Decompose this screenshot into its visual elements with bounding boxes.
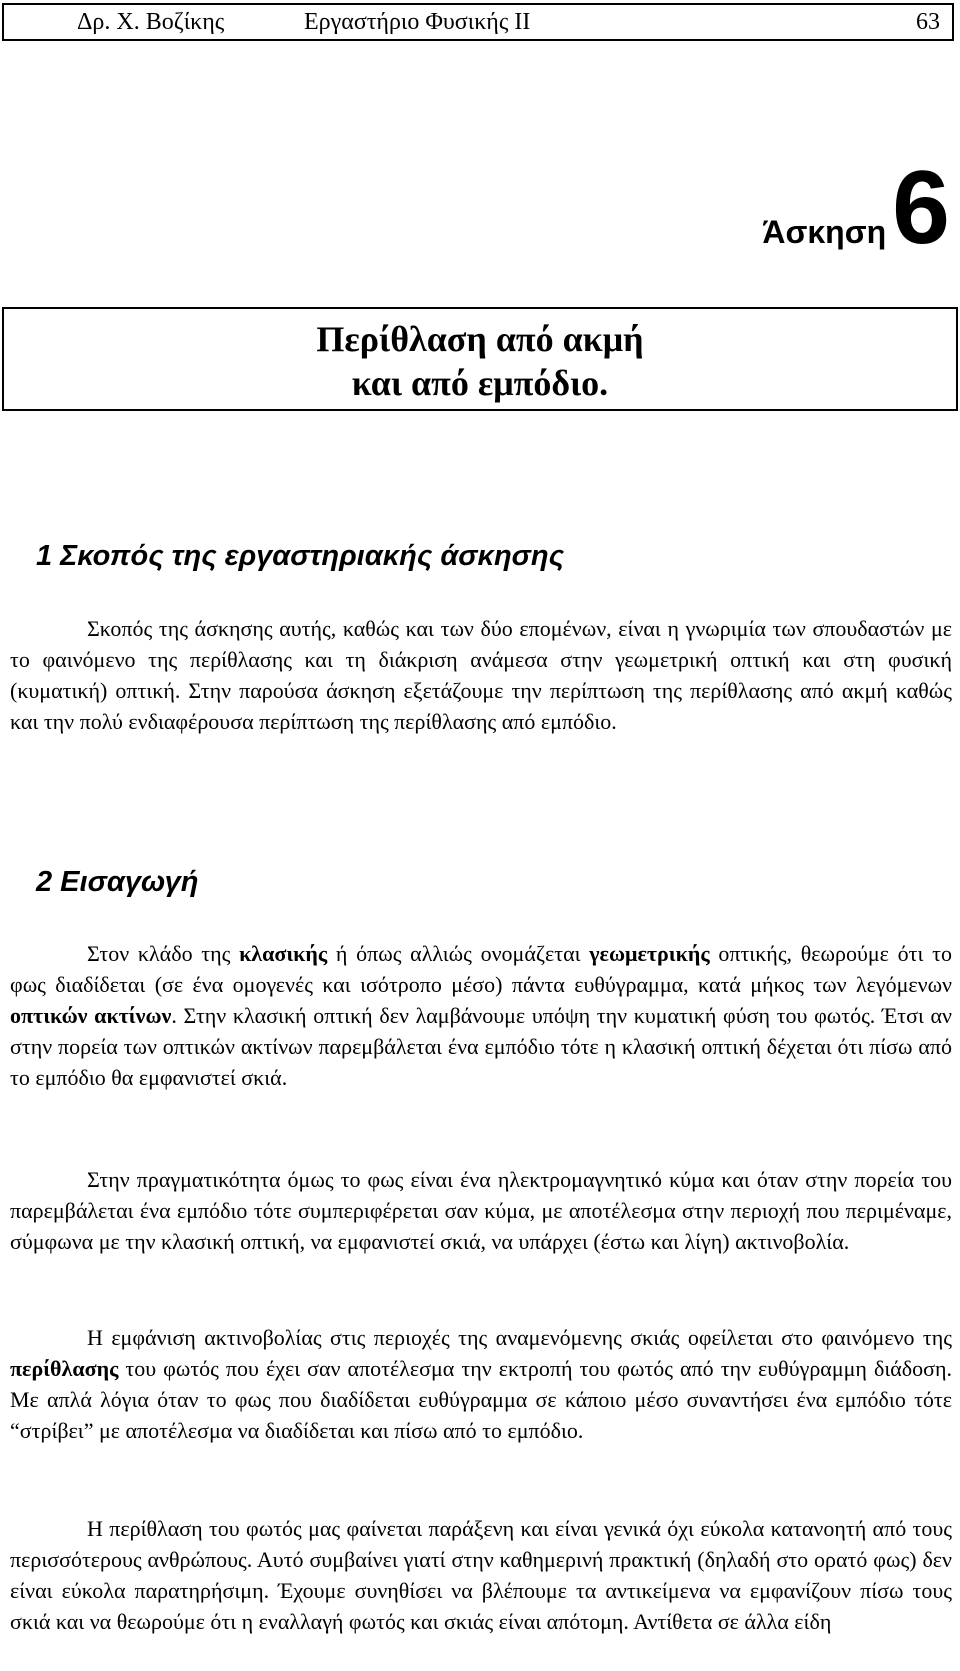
- chapter-title-box: [2, 307, 958, 411]
- exercise-word: Άσκηση: [762, 214, 887, 250]
- header-course: Εργαστήριο Φυσικής ΙΙ: [304, 9, 531, 35]
- exercise-label: [762, 150, 950, 266]
- section-heading-introduction: 2 Εισαγωγή: [36, 866, 199, 898]
- header-author: Δρ. Χ. Βοζίκης: [77, 9, 225, 35]
- paragraph-intro-1: Στον κλάδο της κλασικής ή όπως αλλιώς ονομάζεται γεωμετρικής οπτικής, θεωρούμε ότι το φως διαδίδεται (σε ένα ομογενές και ισότροπο μέσο) πάντα ευθύγραμμα, κατά μήκος των λεγόμενων οπτικών ακτίνων. Στην κλασική οπτική δεν λαμβάνουμε υπόψη την κυματική φύση του φωτός. Έτσι αν στην πορεία των οπτικών ακτίνων παρεμβάλεται ένα εμπόδιο τότε η κλασική οπτική δέχεται ότι πίσω από το εμπόδιο θα εμφανιστεί σκιά.: [10, 941, 953, 1090]
- chapter-title-line-2: και από εμπόδιο.: [351, 363, 609, 403]
- header-page-number: 63: [916, 9, 940, 35]
- bold-term-diffraction: περίθλασης: [10, 1356, 119, 1381]
- exercise-number: 6: [892, 150, 950, 266]
- paragraph-aim: Σκοπός της άσκησης αυτής, καθώς και των δύο επομένων, είναι η γνωριμία των σπουδαστών με το φαινόμενο της περίθλασης και τη διάκριση ανάμεσα στην γεωμετρική οπτική και στη φυσική (κυματική) οπτική. Στην παρούσα άσκηση εξετάζουμε την περίπτωση της περίθλασης από ακμή καθώς και την πολύ ενδιαφέρουσα περίπτωση της περίθλασης από εμπόδιο.: [10, 616, 952, 734]
- bold-term-classical: κλασικής: [239, 941, 328, 966]
- paragraph-intro-2: Στην πραγματικότητα όμως το φως είναι ένα ηλεκτρομαγνητικό κύμα και όταν στην πορεία του παρεμβάλεται ένα εμπόδιο τότε συμπεριφέρεται σαν κύμα, με αποτέλεσμα στην περιοχή που περιμέναμε, σύμφωνα με την κλασική οπτική, να εμφανιστεί σκιά, να υπάρχει (έστω και λίγη) ακτινοβολία.: [10, 1167, 952, 1254]
- paragraph-intro-4: Η περίθλαση του φωτός μας φαίνεται παράξενη και είναι γενικά όχι εύκολα κατανοητή από τους περισσότερους ανθρώπους. Αυτό συμβαίνει γιατί στην καθημερινή πρακτική (δηλαδή στο ορατό φως) δεν είναι εύκολα παρατηρήσιμη. Έχουμε συνηθίσει να βλέπουμε τα αντικείμενα να εμφανίζουν πίσω τους σκιά και να θεωρούμε ότι η εναλλαγή φωτός και σκιάς είναι απότομη. Αντίθετα σε άλλα είδη: [10, 1516, 952, 1634]
- bold-term-optical-rays: οπτικών ακτίνων: [10, 1003, 172, 1028]
- running-header: [2, 3, 954, 41]
- bold-term-geometrical: γεωμετρικής: [589, 941, 710, 966]
- section-heading-aim: 1 Σκοπός της εργαστηριακής άσκησης: [36, 540, 565, 572]
- chapter-title-line-1: Περίθλαση από ακμή: [316, 319, 644, 359]
- paragraph-intro-3: Η εμφάνιση ακτινοβολίας στις περιοχές της αναμενόμενης σκιάς οφείλεται στο φαινόμενο της περίθλασης του φωτός που έχει σαν αποτέλεσμα την εκτροπή του φωτός από την ευθύγραμμη διάδοση. Με απλά λόγια όταν το φως που διαδίδεται ευθύγραμμα σε κάποιο μέσο συναντήσει ένα εμπόδιο τότε “στρίβει” με αποτέλεσμα να διαδίδεται και πίσω από το εμπόδιο.: [10, 1325, 952, 1443]
